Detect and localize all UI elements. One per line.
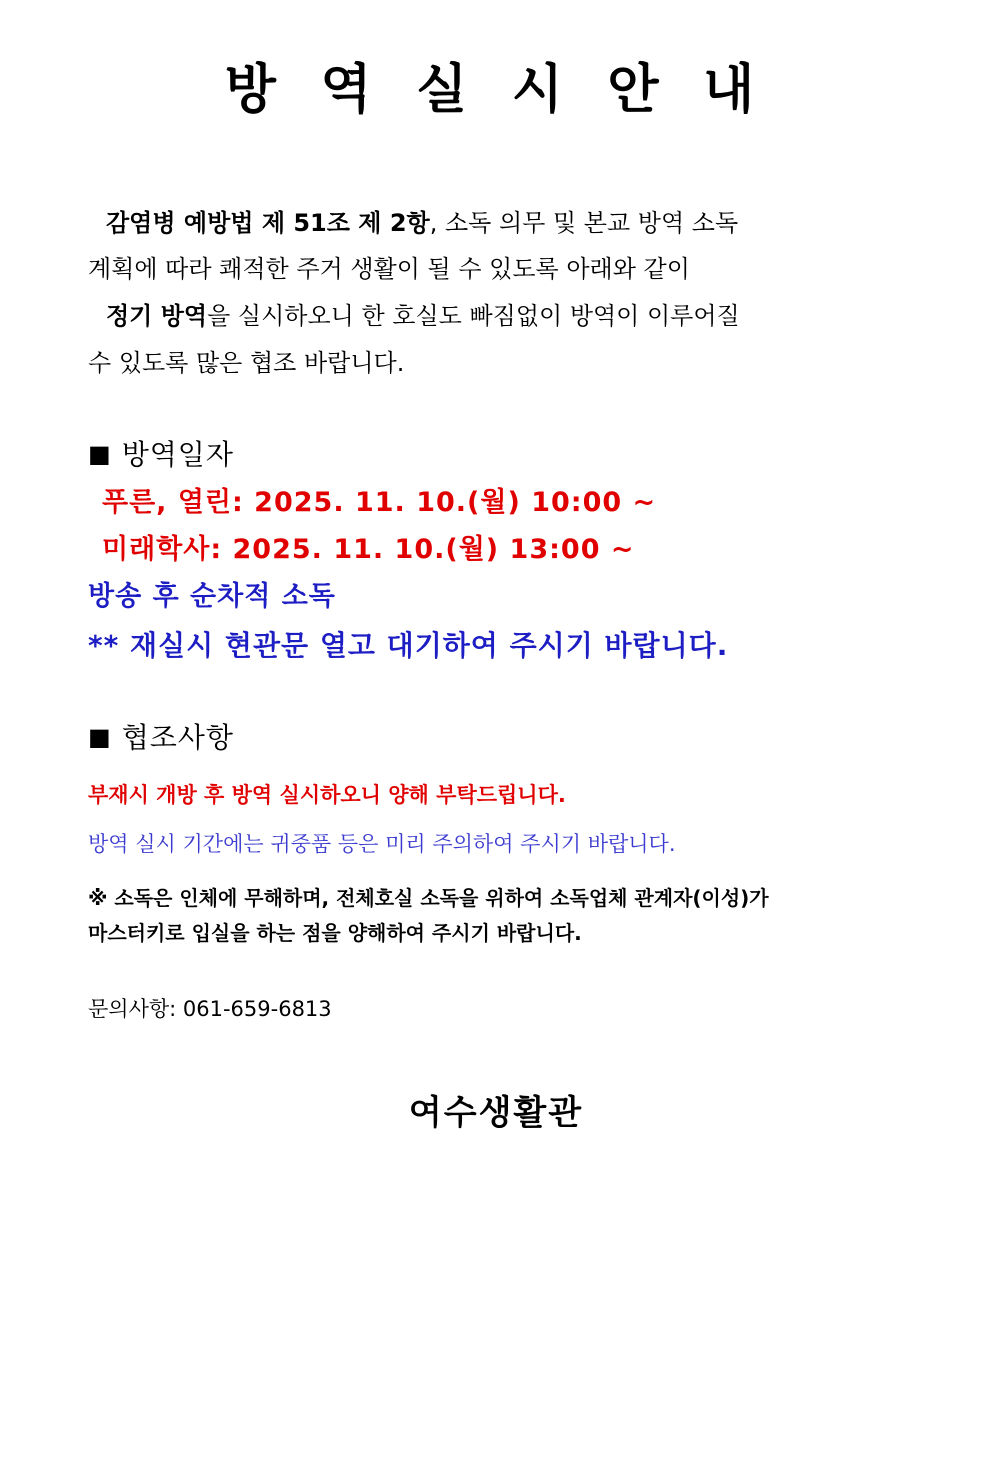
section-heading-cooperation (88, 716, 904, 756)
cooperation-black-note (88, 881, 904, 951)
square-bullet-icon: ■ (88, 439, 112, 468)
intro-line-2: 계획에 따라 쾌적한 주거 생활이 될 수 있도록 아래와 같이 (88, 255, 690, 284)
schedule-line-1: 푸른, 열린: 2025. 11. 10.(월) 10:00 ~ (102, 486, 657, 518)
section-heading-schedule-label: 방역일자 (121, 437, 234, 471)
schedule-note-2: ** 재실시 현관문 열고 대기하여 주시기 바랍니다. (88, 628, 729, 662)
section-heading-cooperation-label: 협조사항 (121, 720, 234, 754)
cooperation-red-note: 부재시 개방 후 방역 실시하오니 양해 부탁드립니다. (88, 782, 566, 807)
intro-line-4: 수 있도록 많은 협조 바랍니다. (88, 348, 405, 377)
organization-name: 여수생활관 (408, 1092, 584, 1133)
cooperation-black-note-line-1: ※ 소독은 인체에 무해하며, 전체호실 소독을 위하여 소독업체 관계자(이성)가 (88, 885, 769, 910)
square-bullet-icon-2: ■ (88, 722, 112, 751)
intro-line-1-bold: 감염병 예방법 제 51조 제 2항 (106, 208, 430, 237)
schedule-note-1: 방송 후 순차적 소독 (88, 581, 336, 613)
contact-info: 문의사항: 061-659-6813 (88, 996, 332, 1021)
intro-line-1 (88, 200, 904, 247)
intro-line-1-rest: , 소독 의무 및 본교 방역 소독 (429, 208, 739, 237)
intro-line-3-bold: 정기 방역 (106, 302, 208, 331)
notice-document (0, 58, 992, 1461)
cooperation-black-note-line-2: 마스터키로 입실을 하는 점을 양해하여 주시기 바랍니다. (88, 920, 582, 945)
intro-line-3 (88, 293, 904, 340)
cooperation-blue-note: 방역 실시 기간에는 귀중품 등은 미리 주의하여 주시기 바랍니다. (88, 832, 676, 857)
section-heading-schedule (88, 433, 904, 473)
schedule-line-2: 미래학사: 2025. 11. 10.(월) 13:00 ~ (102, 534, 635, 566)
page-title: 방 역 실 시 안 내 (224, 59, 768, 120)
intro-line-3-rest: 을 실시하오니 한 호실도 빠짐없이 방역이 이루어질 (207, 302, 740, 331)
intro-paragraph (88, 200, 904, 387)
